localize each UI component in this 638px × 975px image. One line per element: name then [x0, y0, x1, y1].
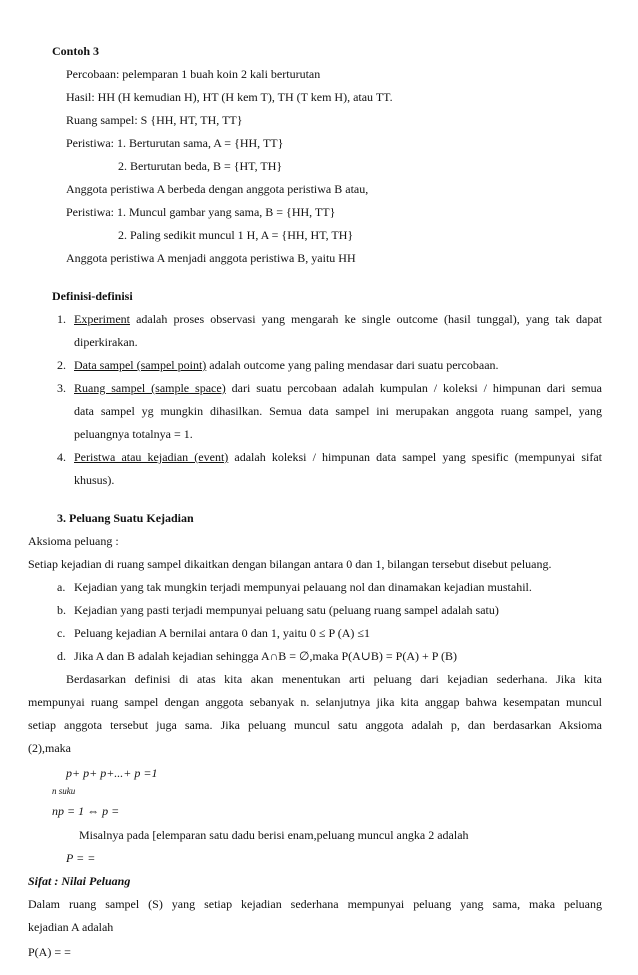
axiom-item: Kejadian yang pasti terjadi mempunyai peluang satu (peluang ruang sampel adalah satu) [74, 603, 499, 617]
axiom-item: Peluang kejadian A bernilai antara 0 dan 1, yaitu 0 ≤ P (A) ≤1 [74, 626, 370, 640]
example-line-5: 2. Berturutan beda, B = {HT, TH} [118, 159, 283, 173]
example-line-4: Peristiwa: 1. Berturutan sama, A = {HH, TT} [66, 136, 284, 150]
definition-number: 3. [57, 381, 66, 395]
example-line-9: Anggota peristiwa A menjadi anggota peristiwa B, yaitu HH [66, 251, 356, 265]
example-sentence: Misalnya pada [elemparan satu dadu berisi enam,peluang muncul angka 2 adalah [79, 828, 469, 842]
paragraph-line: setiap anggota tersebut juga sama. Jika peluang muncul satu anggota adalah p, dan berdasarkan Aksioma [28, 718, 602, 732]
axiom-item: Kejadian yang tak mungkin terjadi mempunyai pelauang nol dan dinamakan kejadian mustahil. [74, 580, 532, 594]
paragraph-line: mempunyai ruang sampel dengan anggota sebanyak n. selanjutnya jika kita anggap bahwa kesempatan muncul [28, 695, 602, 709]
property-title: Sifat : Nilai Peluang [28, 874, 131, 888]
equation-np: np = 1 ⇔ p = [52, 804, 120, 818]
example-line-8: 2. Paling sedikit muncul 1 H, A = {HH, HT, TH} [118, 228, 354, 242]
definition-text: adalah outcome yang paling mendasar dari suatu percobaan. [206, 358, 499, 372]
axiom-item: Jika A dan B adalah kejadian sehingga A∩B = ∅,maka P(A∪B) = P(A) + P (B) [74, 649, 457, 663]
axiom-item-number: a. [57, 580, 66, 594]
axiom-item-number: d. [57, 649, 66, 663]
definition-term: Ruang sampel (sample space) [74, 381, 226, 395]
axiom-item-number: c. [57, 626, 66, 640]
definition-text: adalah koleksi / himpunan data sampel yang spesific (mempunyai sifat [228, 450, 602, 464]
equation-pa: P(A) = = [28, 945, 71, 959]
definition-term: Peristwa atau kejadian (event) [74, 450, 229, 464]
definition-text: dari suatu percobaan adalah kumpulan / koleksi / himpunan dari semua [225, 381, 603, 395]
axiom-heading: Aksioma peluang : [28, 534, 119, 548]
paragraph-line: (2),maka [28, 741, 71, 755]
property-line: kejadian A adalah [28, 920, 114, 934]
definitions-title: Definisi-definisi [52, 289, 133, 303]
definition-text: adalah proses observasi yang mengarah ke single outcome (hasil tunggal), yang tak dapat [129, 312, 602, 326]
definition-continuation: peluangnya totalnya = 1. [74, 427, 193, 441]
axiom-item-number: b. [57, 603, 66, 617]
section-title: 3. Peluang Suatu Kejadian [57, 511, 194, 525]
definition-number: 1. [57, 312, 66, 326]
axiom-intro: Setiap kejadian di ruang sampel dikaitkan dengan bilangan antara 0 dan 1, bilangan tersebut disebut peluang. [28, 557, 552, 571]
definition-item [74, 311, 602, 327]
definition-term: Data sampel (sampel point) [74, 358, 207, 372]
example-line-7: Peristiwa: 1. Muncul gambar yang sama, B = {HH, TT} [66, 205, 336, 219]
definition-number: 2. [57, 358, 66, 372]
example-line-6: Anggota peristiwa A berbeda dengan anggota peristiwa B atau, [66, 182, 369, 196]
definition-number: 4. [57, 450, 66, 464]
example-line-3: Ruang sampel: S {HH, HT, TH, TT} [66, 113, 243, 127]
example-title: Contoh 3 [52, 44, 100, 58]
example-line-1: Percobaan: pelemparan 1 buah koin 2 kali berturutan [66, 67, 321, 81]
property-line: Dalam ruang sampel (S) yang setiap kejadian sederhana mempunyai peluang yang sama, maka peluang [28, 897, 602, 911]
example-line-2: Hasil: HH (H kemudian H), HT (H kem T), TH (T kem H), atau TT. [66, 90, 393, 104]
paragraph-line: Berdasarkan definisi di atas kita akan menentukan arti peluang dari kejadian sederhana. Jika kita [66, 672, 602, 686]
definition-term: Experiment [74, 312, 130, 326]
definition-item [74, 380, 602, 396]
equation-subscript: n suku [52, 786, 76, 796]
equation-sum: p+ p+ p+...+ p =1 [66, 766, 158, 780]
definition-item [74, 357, 499, 373]
equation-dice: P = = [66, 851, 96, 865]
definition-continuation: khusus). [74, 473, 115, 487]
definition-continuation: diperkirakan. [74, 335, 138, 349]
definition-continuation: data sampel yg mungkin dihasilkan. Semua data sampel ini merupakan anggota ruang sampel, yang [74, 404, 602, 418]
definition-item [74, 449, 602, 465]
